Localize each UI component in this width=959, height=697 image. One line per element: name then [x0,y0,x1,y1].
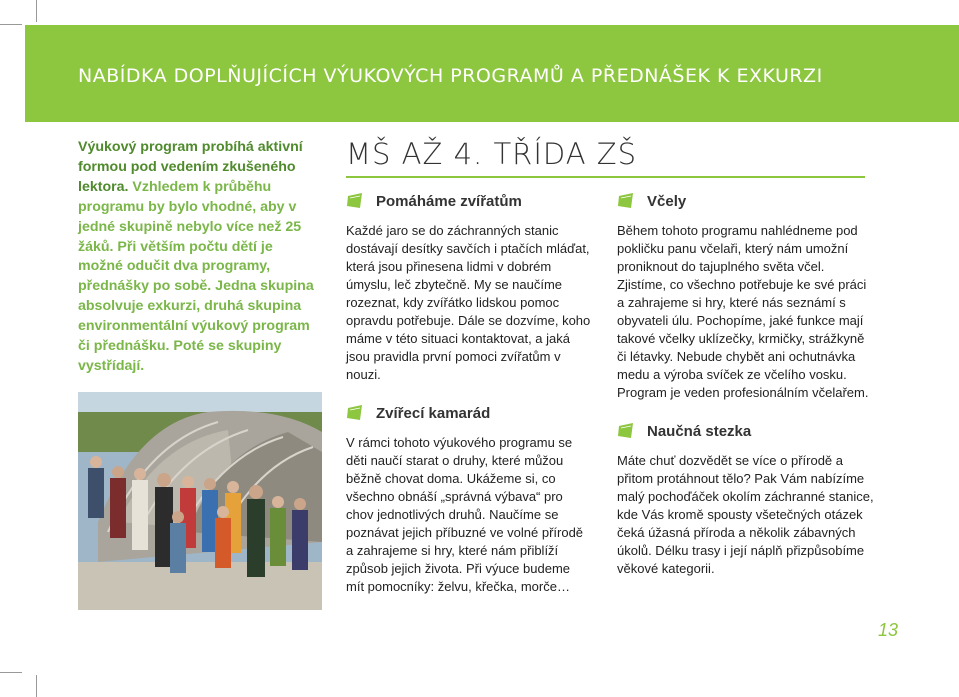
photo-illustration [78,392,322,610]
leaf-bullet-icon [346,192,364,210]
section-header [617,420,875,442]
page-number: 13 [878,620,899,640]
section-text: Během tohoto programu nahlédneme pod pokličku panu včelaři, který nám umožní proniknout do tajuplného světa včel. Zjistíme, co všechno potřebuje ke své práci a zahrajeme si hry, které nás seznámí s obyvateli úlu. Pochopíme, jaké funkce mají takové včelky uklízečky, krmičky, strážkyně či létavky. Nebude chybět ani ochutnávka medu a výroba svíček ze včelího vosku. [617,223,867,382]
program-column-left [346,190,591,614]
intro-text: Vzhledem k průběhu programu by bylo vhodné, aby v jedné skupině nebylo více než 25 žáků. Při větším počtu dětí je možné odučit dva programy, přednášky po sobě. Jedna skupina absolvuje exkurzi, druhá skupina environmentální výukový program či přednášku. Poté se skupiny vystřídají. [78,178,314,374]
grade-heading: MŠ AŽ 4. TŘÍDA ZŠ [346,137,638,171]
leaf-bullet-icon [617,422,635,440]
section-title: Pomáháme zvířatům [376,192,522,210]
section-title: Včely [647,192,687,210]
program-section [346,402,591,596]
section-title: Naučná stezka [647,422,752,440]
section-text: V rámci tohoto výukového programu se děti naučí starat o druhy, které můžou běžně chovat doma. Ukážeme si, co všechno obnáší „správná výbava“ pro chov jednotlivých druhů. Naučíme se poznávat jejich příbuzné ve volné přírodě a zahrajeme si hry, které nám přiblíží způsob jejich života. Při výuce budeme mít pomocníky: želvu, křečka, morče… [346,435,584,594]
program-section [346,190,591,384]
section-text-note: Program je veden profesionálním včelařem. [617,385,869,400]
program-section [617,190,875,402]
heading-divider [346,176,865,178]
crop-mark [0,24,22,25]
intro-paragraph [78,138,318,377]
program-column-right [617,190,875,596]
section-text: Každé jaro se do záchranných stanic dostávají desítky savčích i ptačích mláďat, která jsou přinesena lidmi v dobrém úmyslu, leč zbytečně. My se naučíme rozeznat, kdy zvířátko lidskou pomoc opravdu potřebuje. Dále se dozvíme, koho máme v této situaci kontaktovat, a jaká jsou pravidla první pomoci zvířatům v nouzi. [346,223,591,382]
leaf-bullet-icon [617,192,635,210]
page-title: NABÍDKA DOPLŇUJÍCÍCH VÝUKOVÝCH PROGRAMŮ A PŘEDNÁŠEK K EXKURZI [78,65,823,87]
section-header [346,190,591,212]
group-photo [78,392,322,610]
section-header [346,402,591,424]
section-text: Máte chuť dozvědět se více o přírodě a přitom protáhnout tělo? Pak Vám nabízíme malý pochoďáček okolím záchranné stanice, kde Vás kromě spousty všetečných otázek čeká úžasná příroda a několik zábavných úkolů. Délku trasy i její náplň přizpůsobíme věkové kategorii. [617,453,874,576]
intro-lead: Výukový program probíhá aktivní formou pod vedením zkušeného lektora. [78,139,303,195]
section-header [617,190,875,212]
crop-mark [36,0,37,22]
leaf-bullet-icon [346,404,364,422]
section-title: Zvířecí kamarád [376,404,491,422]
program-section [617,420,875,578]
header-banner [25,25,959,122]
crop-mark [36,675,37,697]
crop-mark [0,672,22,673]
